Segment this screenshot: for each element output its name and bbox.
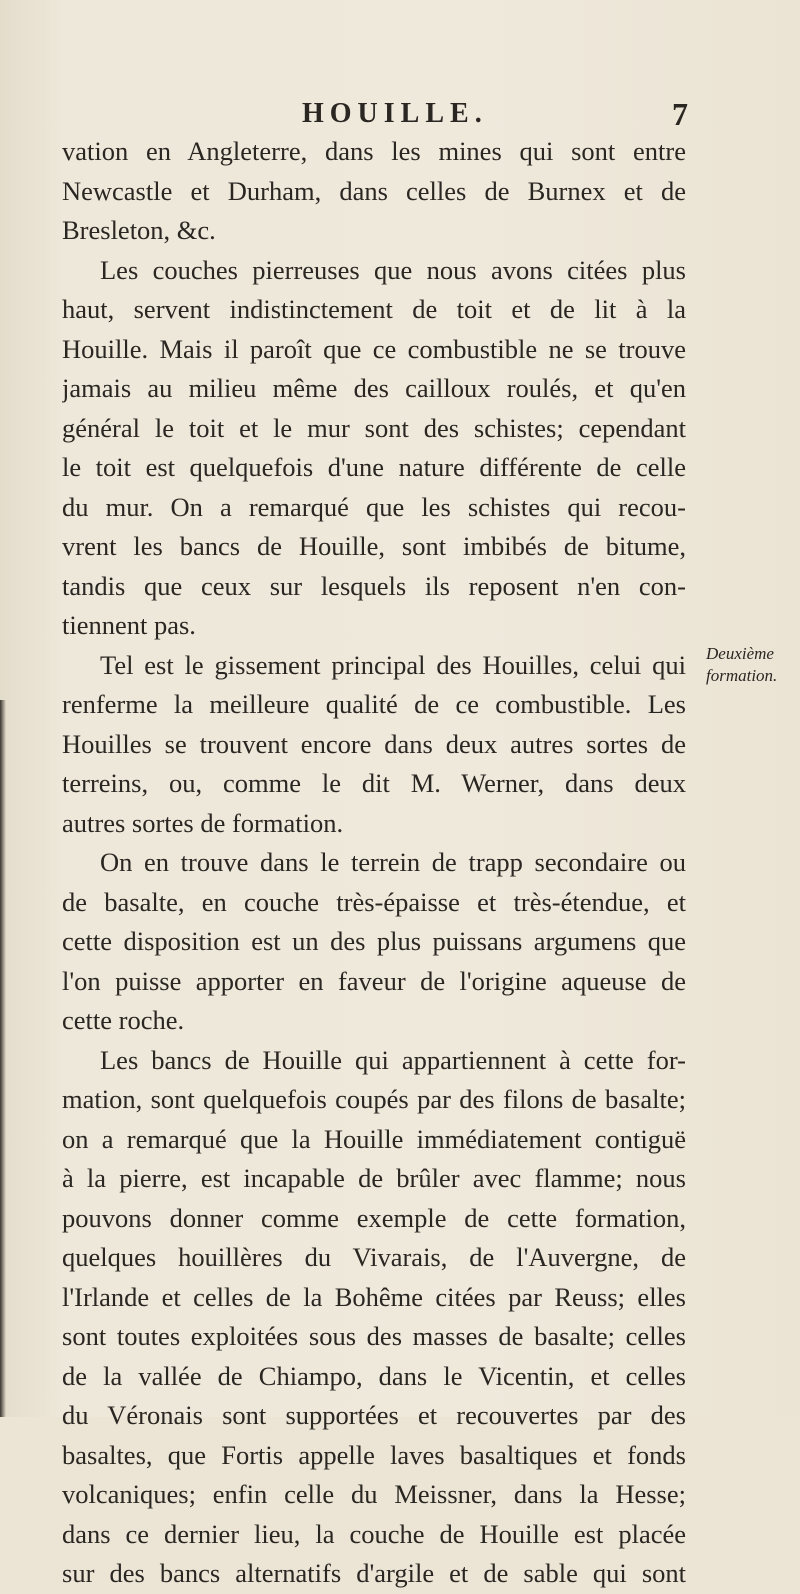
text-line: de basalte, en couche très-épaisse et très-étendue, et bbox=[62, 886, 686, 917]
running-title: HOUILLE. bbox=[302, 98, 488, 129]
margin-note-line: formation. bbox=[706, 666, 778, 685]
text-line: sur des bancs alternatifs d'argile et de sable qui sont bbox=[62, 1558, 686, 1588]
text-line: quelques houillères du Vivarais, de l'Auvergne, de bbox=[62, 1242, 686, 1272]
text-line: dans ce dernier lieu, la couche de Houille est placée bbox=[62, 1518, 686, 1549]
text-line: vation en Angleterre, dans les mines qui sont entre bbox=[62, 136, 686, 166]
text-line: du Véronais sont supportées et recouvertes par des bbox=[62, 1400, 686, 1430]
text-line: tiennent pas. bbox=[62, 610, 196, 640]
text-line: à la pierre, est incapable de brûler avec flamme; nous bbox=[62, 1163, 686, 1193]
text-line: l'on puisse apporter en faveur de l'origine aqueuse de bbox=[62, 965, 686, 996]
text-line: cette disposition est un des plus puissans argumens que bbox=[62, 926, 686, 956]
text-line: Bresleton, &c. bbox=[62, 215, 216, 245]
text-line: terreins, ou, comme le dit M. Werner, dans deux bbox=[62, 768, 686, 798]
text-line: On en trouve dans le terrein de trapp secondaire ou bbox=[100, 847, 686, 877]
text-line: Newcastle et Durham, dans celles de Burnex et de bbox=[62, 175, 686, 206]
text-line: vrent les bancs de Houille, sont imbibés de bitume, bbox=[62, 531, 686, 561]
text-line: Les couches pierreuses que nous avons citées plus bbox=[100, 254, 686, 285]
text-line: jamais au milieu même des cailloux roulés, et qu'en bbox=[62, 373, 686, 403]
text-line: basaltes, que Fortis appelle laves basaltiques et fonds bbox=[62, 1439, 686, 1470]
text-line: haut, servent indistinctement de toit et de lit à la bbox=[62, 294, 686, 324]
margin-note bbox=[706, 643, 798, 687]
text-line: autres sortes de formation. bbox=[62, 807, 344, 838]
text-line: de la vallée de Chiampo, dans le Vicentin, et celles bbox=[62, 1360, 686, 1391]
text-line: Houilles se trouvent encore dans deux autres sortes de bbox=[62, 728, 686, 759]
page-edge-shadow bbox=[0, 700, 6, 1417]
text-line: pouvons donner comme exemple de cette formation, bbox=[62, 1202, 686, 1233]
text-line: renferme la meilleure qualité de ce combustible. Les bbox=[62, 689, 686, 719]
text-line: Houille. Mais il paroît que ce combustible ne se trouve bbox=[62, 333, 686, 364]
page-number: 7 bbox=[672, 96, 688, 132]
text-line: sont toutes exploitées sous des masses de basalte; celles bbox=[62, 1321, 686, 1351]
body-text bbox=[62, 132, 686, 1594]
text-line: Les bancs de Houille qui appartiennent à cette for- bbox=[100, 1044, 686, 1075]
text-line: on a remarqué que la Houille immédiatement contiguë bbox=[62, 1123, 686, 1154]
text-line: tandis que ceux sur lesquels ils reposent n'en con- bbox=[62, 570, 686, 601]
text-line: du mur. On a remarqué que les schistes qui recou- bbox=[62, 491, 686, 522]
text-line: le toit est quelquefois d'une nature différente de celle bbox=[62, 452, 686, 482]
text-line: Tel est le gissement principal des Houilles, celui qui bbox=[100, 649, 686, 680]
margin-note-line: Deuxième bbox=[706, 644, 774, 663]
text-line: général le toit et le mur sont des schistes; cependant bbox=[62, 412, 686, 443]
text-line: volcaniques; enfin celle du Meissner, dans la Hesse; bbox=[62, 1479, 686, 1509]
text-line: mation, sont quelquefois coupés par des filons de basalte; bbox=[62, 1084, 686, 1114]
text-line: cette roche. bbox=[62, 1005, 185, 1035]
text-line: l'Irlande et celles de la Bohême citées par Reuss; elles bbox=[62, 1281, 686, 1312]
